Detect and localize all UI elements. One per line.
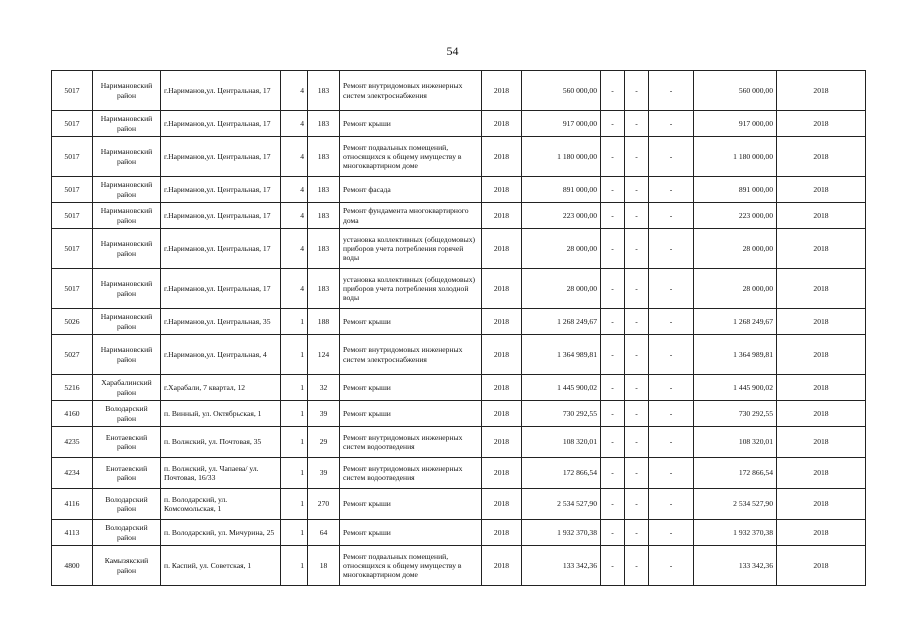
cell-work-type: Ремонт крыши (340, 111, 482, 137)
cell-dash: - (649, 401, 694, 427)
cell-address: г.Нариманов,ул. Центральная, 35 (161, 309, 281, 335)
cell-house-id: 5216 (52, 375, 93, 401)
cell-house-id: 5017 (52, 137, 93, 177)
cell-address: п. Володарский, ул. Комсомольская, 1 (161, 489, 281, 520)
cell-apartments: 183 (308, 71, 340, 111)
cell-work-type: Ремонт крыши (340, 401, 482, 427)
cell-dash: - (625, 203, 649, 229)
table-row (52, 269, 866, 309)
cell-floors: 1 (281, 489, 308, 520)
table-row (52, 546, 866, 586)
cell-dash: - (649, 458, 694, 489)
cell-floors: 4 (281, 229, 308, 269)
cell-house-id: 5017 (52, 177, 93, 203)
cell-apartments: 18 (308, 546, 340, 586)
cell-year: 2018 (482, 177, 522, 203)
cell-year: 2018 (482, 546, 522, 586)
cell-apartments: 183 (308, 269, 340, 309)
cell-house-id: 4160 (52, 401, 93, 427)
cell-floors: 1 (281, 335, 308, 375)
cell-completion-year: 2018 (777, 71, 866, 111)
cell-dash: - (601, 546, 625, 586)
cell-work-type: Ремонт подвальных помещений, относящихся к общему имуществу в многоквартирном доме (340, 546, 482, 586)
cell-address: п. Каспий, ул. Советская, 1 (161, 546, 281, 586)
cell-total: 560 000,00 (694, 71, 777, 111)
cell-floors: 1 (281, 520, 308, 546)
table-row (52, 427, 866, 458)
cell-year: 2018 (482, 111, 522, 137)
cell-dash: - (625, 71, 649, 111)
cell-address: п. Волжский, ул. Чапаева/ ул. Почтовая, 16/33 (161, 458, 281, 489)
cell-work-type: Ремонт внутридомовых инженерных систем электроснабжения (340, 335, 482, 375)
cell-year: 2018 (482, 427, 522, 458)
cell-house-id: 5017 (52, 111, 93, 137)
cell-total: 730 292,55 (694, 401, 777, 427)
cell-total: 917 000,00 (694, 111, 777, 137)
table-row (52, 137, 866, 177)
cell-district: Наримановский район (93, 269, 161, 309)
cell-floors: 1 (281, 401, 308, 427)
cell-completion-year: 2018 (777, 335, 866, 375)
cell-completion-year: 2018 (777, 520, 866, 546)
cell-year: 2018 (482, 229, 522, 269)
cell-apartments: 39 (308, 401, 340, 427)
cell-year: 2018 (482, 520, 522, 546)
cell-completion-year: 2018 (777, 309, 866, 335)
table-row (52, 203, 866, 229)
cell-dash: - (649, 229, 694, 269)
cell-district: Наримановский район (93, 309, 161, 335)
cell-house-id: 5017 (52, 203, 93, 229)
cell-apartments: 188 (308, 309, 340, 335)
cell-dash: - (601, 401, 625, 427)
table-row (52, 71, 866, 111)
cell-address: п. Винный, ул. Октябрьская, 1 (161, 401, 281, 427)
cell-completion-year: 2018 (777, 489, 866, 520)
table-row (52, 520, 866, 546)
cell-district: Наримановский район (93, 177, 161, 203)
cell-work-type: установка коллективных (общедомовых) приборов учета потребления горячей воды (340, 229, 482, 269)
cell-year: 2018 (482, 489, 522, 520)
cell-dash: - (625, 520, 649, 546)
cell-dash: - (601, 520, 625, 546)
cell-dash: - (649, 309, 694, 335)
cell-apartments: 183 (308, 177, 340, 203)
cell-district: Наримановский район (93, 229, 161, 269)
cell-dash: - (625, 269, 649, 309)
cell-total: 108 320,01 (694, 427, 777, 458)
cell-work-type: Ремонт подвальных помещений, относящихся к общему имуществу в многоквартирном доме (340, 137, 482, 177)
table-body (52, 71, 866, 586)
cell-apartments: 183 (308, 203, 340, 229)
cell-completion-year: 2018 (777, 375, 866, 401)
cell-year: 2018 (482, 375, 522, 401)
cell-dash: - (625, 335, 649, 375)
cell-amount: 1 932 370,38 (522, 520, 601, 546)
cell-amount: 560 000,00 (522, 71, 601, 111)
cell-district: Наримановский район (93, 71, 161, 111)
cell-amount: 1 268 249,67 (522, 309, 601, 335)
cell-address: п. Волжский, ул. Почтовая, 35 (161, 427, 281, 458)
cell-dash: - (649, 177, 694, 203)
cell-work-type: Ремонт крыши (340, 375, 482, 401)
cell-amount: 1 180 000,00 (522, 137, 601, 177)
cell-total: 891 000,00 (694, 177, 777, 203)
cell-completion-year: 2018 (777, 269, 866, 309)
table-row (52, 111, 866, 137)
cell-total: 28 000,00 (694, 229, 777, 269)
cell-amount: 133 342,36 (522, 546, 601, 586)
cell-work-type: Ремонт крыши (340, 309, 482, 335)
cell-total: 223 000,00 (694, 203, 777, 229)
cell-district: Володарский район (93, 489, 161, 520)
table-row (52, 489, 866, 520)
cell-district: Енотаевский район (93, 427, 161, 458)
cell-address: г.Нариманов,ул. Центральная, 17 (161, 71, 281, 111)
page-number: 54 (446, 44, 459, 58)
cell-completion-year: 2018 (777, 111, 866, 137)
cell-dash: - (601, 375, 625, 401)
cell-work-type: Ремонт фасада (340, 177, 482, 203)
cell-completion-year: 2018 (777, 229, 866, 269)
cell-floors: 1 (281, 309, 308, 335)
cell-total: 1 445 900,02 (694, 375, 777, 401)
cell-dash: - (625, 137, 649, 177)
cell-total: 133 342,36 (694, 546, 777, 586)
cell-completion-year: 2018 (777, 427, 866, 458)
cell-floors: 1 (281, 375, 308, 401)
cell-amount: 1 445 900,02 (522, 375, 601, 401)
table-row (52, 401, 866, 427)
table-row (52, 375, 866, 401)
cell-house-id: 5017 (52, 229, 93, 269)
cell-amount: 28 000,00 (522, 269, 601, 309)
cell-dash: - (625, 427, 649, 458)
cell-amount: 1 364 989,81 (522, 335, 601, 375)
cell-address: г.Нариманов,ул. Центральная, 17 (161, 111, 281, 137)
cell-apartments: 183 (308, 111, 340, 137)
cell-dash: - (601, 427, 625, 458)
cell-dash: - (601, 203, 625, 229)
cell-floors: 1 (281, 427, 308, 458)
cell-dash: - (625, 309, 649, 335)
cell-amount: 2 534 527,90 (522, 489, 601, 520)
cell-dash: - (601, 458, 625, 489)
cell-apartments: 183 (308, 229, 340, 269)
cell-address: г.Нариманов,ул. Центральная, 17 (161, 177, 281, 203)
cell-house-id: 4113 (52, 520, 93, 546)
cell-floors: 4 (281, 137, 308, 177)
cell-dash: - (649, 335, 694, 375)
cell-dash: - (649, 375, 694, 401)
cell-floors: 4 (281, 71, 308, 111)
cell-year: 2018 (482, 203, 522, 229)
cell-year: 2018 (482, 335, 522, 375)
cell-district: Харабалинский район (93, 375, 161, 401)
cell-floors: 4 (281, 269, 308, 309)
cell-dash: - (601, 269, 625, 309)
cell-apartments: 270 (308, 489, 340, 520)
cell-floors: 4 (281, 111, 308, 137)
capital-repair-table (51, 70, 866, 586)
cell-dash: - (649, 203, 694, 229)
cell-apartments: 32 (308, 375, 340, 401)
cell-year: 2018 (482, 71, 522, 111)
cell-dash: - (601, 137, 625, 177)
cell-total: 1 268 249,67 (694, 309, 777, 335)
cell-district: Камызякский район (93, 546, 161, 586)
cell-amount: 917 000,00 (522, 111, 601, 137)
cell-district: Наримановский район (93, 335, 161, 375)
cell-dash: - (649, 520, 694, 546)
cell-dash: - (625, 111, 649, 137)
cell-dash: - (625, 458, 649, 489)
cell-total: 1 364 989,81 (694, 335, 777, 375)
cell-dash: - (601, 335, 625, 375)
cell-address: г.Нариманов,ул. Центральная, 4 (161, 335, 281, 375)
cell-district: Наримановский район (93, 111, 161, 137)
cell-work-type: Ремонт крыши (340, 489, 482, 520)
cell-total: 1 180 000,00 (694, 137, 777, 177)
table-row (52, 229, 866, 269)
cell-completion-year: 2018 (777, 137, 866, 177)
cell-dash: - (601, 229, 625, 269)
cell-dash: - (601, 489, 625, 520)
table-row (52, 309, 866, 335)
cell-house-id: 4234 (52, 458, 93, 489)
cell-work-type: Ремонт фундамента многоквартирного дома (340, 203, 482, 229)
cell-floors: 1 (281, 546, 308, 586)
cell-house-id: 5026 (52, 309, 93, 335)
cell-year: 2018 (482, 458, 522, 489)
cell-amount: 223 000,00 (522, 203, 601, 229)
cell-completion-year: 2018 (777, 203, 866, 229)
cell-total: 28 000,00 (694, 269, 777, 309)
cell-address: г.Нариманов,ул. Центральная, 17 (161, 137, 281, 177)
cell-apartments: 29 (308, 427, 340, 458)
cell-address: г.Нариманов,ул. Центральная, 17 (161, 203, 281, 229)
cell-dash: - (625, 177, 649, 203)
cell-work-type: установка коллективных (общедомовых) приборов учета потребления холодной воды (340, 269, 482, 309)
cell-total: 1 932 370,38 (694, 520, 777, 546)
cell-dash: - (649, 489, 694, 520)
cell-house-id: 4235 (52, 427, 93, 458)
cell-year: 2018 (482, 137, 522, 177)
cell-completion-year: 2018 (777, 177, 866, 203)
cell-apartments: 124 (308, 335, 340, 375)
cell-year: 2018 (482, 269, 522, 309)
cell-dash: - (601, 111, 625, 137)
cell-house-id: 4116 (52, 489, 93, 520)
cell-dash: - (601, 177, 625, 203)
cell-amount: 108 320,01 (522, 427, 601, 458)
cell-apartments: 183 (308, 137, 340, 177)
cell-work-type: Ремонт внутридомовых инженерных систем водоотведения (340, 427, 482, 458)
cell-district: Наримановский район (93, 137, 161, 177)
table-row (52, 177, 866, 203)
cell-dash: - (625, 489, 649, 520)
cell-total: 172 866,54 (694, 458, 777, 489)
cell-dash: - (625, 401, 649, 427)
cell-apartments: 64 (308, 520, 340, 546)
cell-completion-year: 2018 (777, 546, 866, 586)
cell-house-id: 5017 (52, 269, 93, 309)
cell-work-type: Ремонт внутридомовых инженерных систем водоотведения (340, 458, 482, 489)
cell-floors: 4 (281, 177, 308, 203)
cell-district: Володарский район (93, 401, 161, 427)
cell-dash: - (649, 427, 694, 458)
cell-address: п. Володарский, ул. Мичурина, 25 (161, 520, 281, 546)
cell-house-id: 5027 (52, 335, 93, 375)
cell-district: Енотаевский район (93, 458, 161, 489)
cell-amount: 891 000,00 (522, 177, 601, 203)
cell-house-id: 4800 (52, 546, 93, 586)
cell-address: г.Нариманов,ул. Центральная, 17 (161, 229, 281, 269)
cell-house-id: 5017 (52, 71, 93, 111)
cell-work-type: Ремонт крыши (340, 520, 482, 546)
cell-dash: - (649, 269, 694, 309)
cell-district: Наримановский район (93, 203, 161, 229)
table-row (52, 458, 866, 489)
cell-year: 2018 (482, 309, 522, 335)
cell-year: 2018 (482, 401, 522, 427)
cell-amount: 172 866,54 (522, 458, 601, 489)
cell-amount: 28 000,00 (522, 229, 601, 269)
cell-dash: - (649, 546, 694, 586)
cell-amount: 730 292,55 (522, 401, 601, 427)
cell-floors: 1 (281, 458, 308, 489)
cell-dash: - (625, 229, 649, 269)
cell-dash: - (625, 375, 649, 401)
table-row (52, 335, 866, 375)
cell-floors: 4 (281, 203, 308, 229)
cell-total: 2 534 527,90 (694, 489, 777, 520)
cell-completion-year: 2018 (777, 458, 866, 489)
cell-dash: - (625, 546, 649, 586)
cell-address: г.Нариманов,ул. Центральная, 17 (161, 269, 281, 309)
cell-dash: - (649, 71, 694, 111)
cell-completion-year: 2018 (777, 401, 866, 427)
cell-dash: - (601, 309, 625, 335)
cell-dash: - (649, 111, 694, 137)
cell-dash: - (601, 71, 625, 111)
cell-dash: - (649, 137, 694, 177)
cell-district: Володарский район (93, 520, 161, 546)
cell-work-type: Ремонт внутридомовых инженерных систем электроснабжения (340, 71, 482, 111)
cell-apartments: 39 (308, 458, 340, 489)
cell-address: г.Харабали, 7 квартал, 12 (161, 375, 281, 401)
